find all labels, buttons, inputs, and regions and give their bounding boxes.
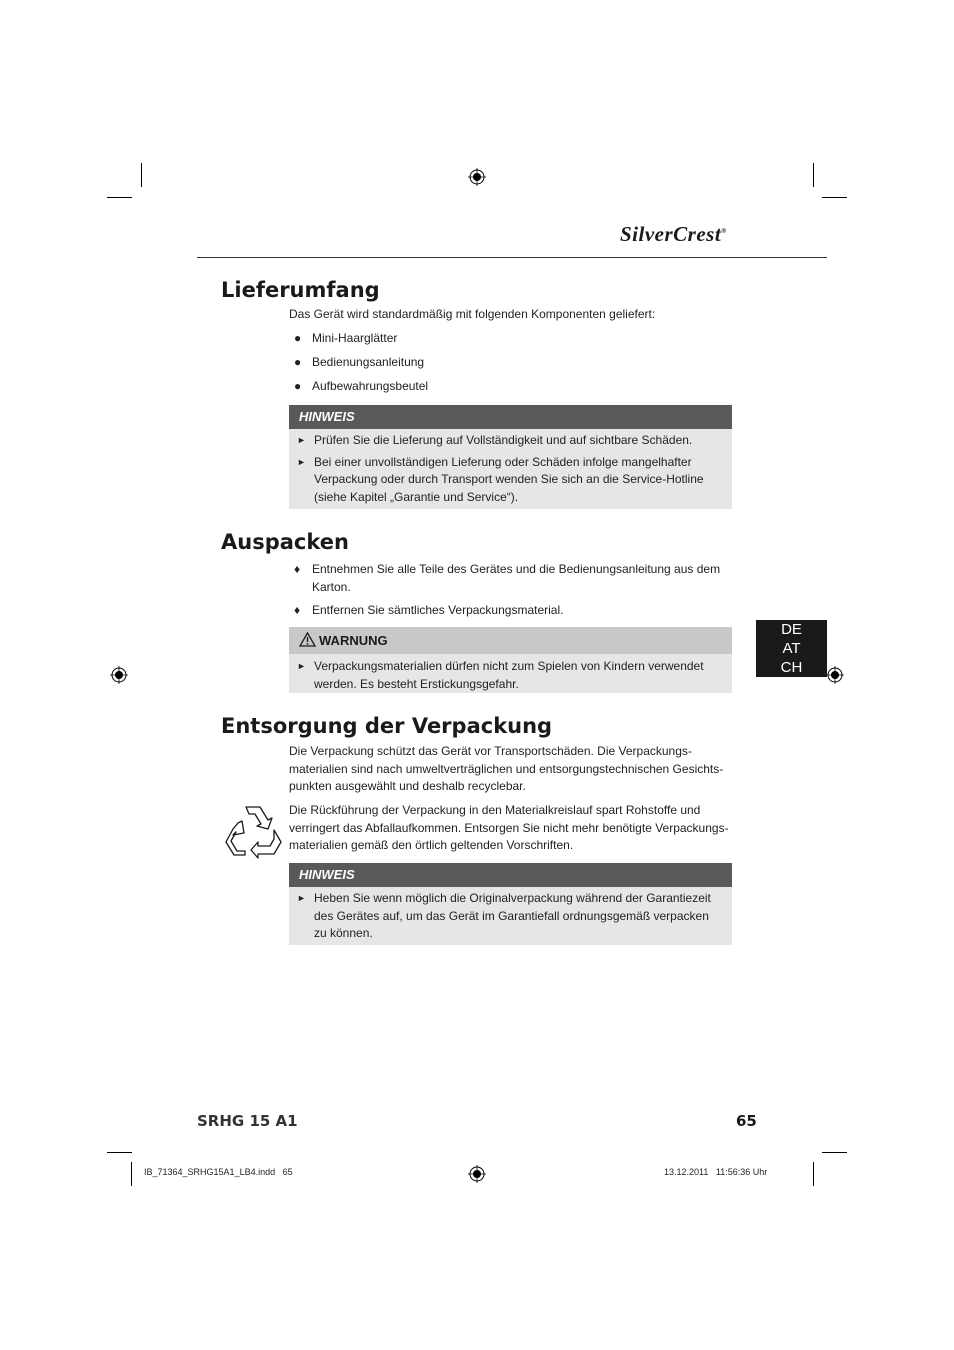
- note-title: HINWEIS: [289, 863, 732, 887]
- country-tab: [756, 620, 827, 677]
- registration-mark-icon: [110, 666, 128, 684]
- note-item: ► Prüfen Sie die Lieferung auf Vollständigkeit und auf sichtbare Schäden.: [289, 432, 732, 450]
- dot-bullet-icon: ●: [294, 379, 302, 393]
- crop-mark: [813, 163, 814, 187]
- crop-mark: [822, 1152, 847, 1153]
- section-title-entsorgung: Entsorgung der Verpackung: [221, 714, 553, 738]
- note-item: ► Bei einer unvollständigen Lieferung oder Schäden infolge mangelhafter Verpackung oder durch Transport wenden Sie sich an die Service-Hotline (siehe Kapitel „Garantie und Service“).: [297, 454, 704, 504]
- section-title-auspacken: Auspacken: [221, 530, 349, 554]
- country-code: CH: [780, 659, 803, 676]
- section-title-lieferumfang: Lieferumfang: [221, 278, 380, 302]
- warning-box: [289, 627, 732, 693]
- crop-mark: [822, 197, 847, 198]
- arrow-bullet-icon: ►: [297, 456, 306, 467]
- crop-mark: [107, 197, 132, 198]
- intro-text: Das Gerät wird standardmäßig mit folgenden Komponenten geliefert:: [289, 307, 656, 321]
- page-number: 65: [736, 1112, 757, 1130]
- dot-bullet-icon: ●: [294, 355, 302, 369]
- brand-logo: SilverCrest®: [620, 222, 727, 246]
- registration-mark-icon: [468, 168, 486, 186]
- note-title: HINWEIS: [289, 405, 732, 429]
- crop-mark: [141, 163, 142, 187]
- warning-header: [289, 627, 732, 654]
- arrow-bullet-icon: ►: [297, 661, 306, 671]
- registration-mark-icon: [468, 1165, 486, 1183]
- arrow-bullet-icon: ►: [297, 435, 306, 445]
- country-code: AT: [782, 640, 801, 657]
- note-item: ► Heben Sie wenn möglich die Originalverpackung während der Garantiezeit des Gerätes auf, um das Gerät im Garantiefall ordnungsgemäß verpacken zu können.: [297, 891, 711, 940]
- body-paragraph: Die Rückführung der Verpackung in den Materialkreislauf spart Rohstoffe und verringert das Abfallaufkommen. Entsorgen Sie nicht mehr benötigte Verpackungs-materialien gemäß den örtlich geltenden Vorschriften.: [289, 803, 729, 852]
- recycle-icon: [224, 803, 284, 859]
- note-box: [289, 863, 732, 945]
- crop-mark: [131, 1162, 132, 1186]
- country-code: DE: [781, 621, 802, 638]
- diamond-bullet-icon: ♦: [294, 562, 301, 576]
- slug-date: 13.12.2011 11:56:36 Uhr: [664, 1167, 768, 1177]
- warning-title: WARNUNG: [319, 633, 388, 648]
- diamond-bullet-icon: ♦: [294, 603, 301, 617]
- registration-mark-icon: [826, 666, 844, 684]
- body-paragraph: Die Verpackung schützt das Gerät vor Transportschäden. Die Verpackungs-materialien sind nach umweltverträglichen und entsorgungstechnischen Gesichts-punkten ausgewählt und deshalb recyclebar.: [289, 744, 724, 793]
- warning-triangle-icon: [299, 632, 316, 647]
- crop-mark: [107, 1152, 132, 1153]
- crop-mark: [813, 1162, 814, 1186]
- footer-model: SRHG 15 A1: [197, 1112, 298, 1130]
- note-box: [289, 405, 732, 509]
- header-rule: [197, 257, 827, 258]
- arrow-bullet-icon: ►: [297, 893, 306, 903]
- dot-bullet-icon: ●: [294, 331, 302, 345]
- slug-file: IB_71364_SRHG15A1_LB4.indd 65: [144, 1167, 293, 1177]
- warning-item: ► Verpackungsmaterialien dürfen nicht zum Spielen von Kindern verwendet werden. Es besteht Erstickungsgefahr.: [297, 659, 704, 691]
